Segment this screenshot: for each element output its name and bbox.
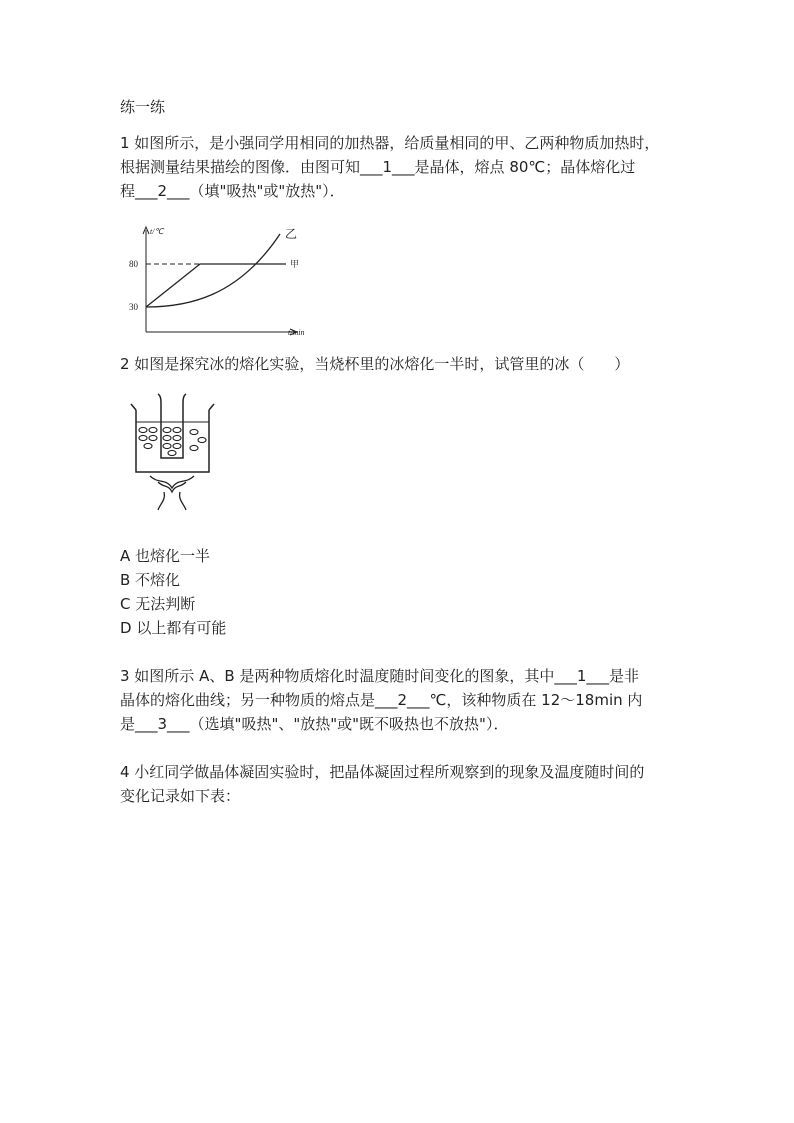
q1-line-3: 程___2___（填"吸热"或"放热"）． [120, 182, 345, 200]
question-2 [120, 352, 680, 376]
figure-melting-graph [128, 222, 318, 338]
curve-yi [146, 234, 280, 307]
section-heading: 练一练 [120, 98, 166, 116]
beaker-lip-right [209, 404, 214, 410]
figure-beaker-apparatus [128, 392, 228, 512]
q1-line-2: 根据测量结果描绘的图像．由图可知___1___是晶体，熔点 80℃；晶体熔化过 [120, 158, 636, 176]
q2-stem: 2 如图是探究冰的熔化实验，当烧杯里的冰熔化一半时，试管里的冰（ ） [120, 355, 630, 373]
q4-line-1: 4 小红同学做晶体凝固实验时，把晶体凝固过程所观察到的现象及温度随时间的 [120, 763, 645, 781]
beaker-lip-left [131, 404, 136, 410]
option-a: A 也熔化一半 [120, 547, 211, 565]
q3-line-3: 是___3___（选填"吸热"、"放热"或"既不吸热也不放热"）． [120, 715, 509, 733]
label-yi: 乙 [285, 227, 298, 241]
flame-icon [150, 476, 194, 510]
option-c: C 无法判断 [120, 595, 196, 613]
q3-line-1: 3 如图所示 A、B 是两种物质熔化时温度随时间变化的图象，其中___1___是非 [120, 667, 639, 685]
q1-line-1: 1 如图所示，是小强同学用相同的加热器，给质量相同的甲、乙两种物质加热时， [120, 134, 660, 152]
question-1 [120, 131, 680, 203]
tick-30: 30 [129, 302, 138, 312]
question-4 [120, 760, 680, 808]
q3-line-2: 晶体的熔化曲线；另一种物质的熔点是___2___℃，该种物质在 12～18min 内 [120, 691, 643, 709]
y-axis-label: t/℃ [150, 227, 164, 236]
q4-line-2: 变化记录如下表： [120, 787, 241, 805]
test-tube [158, 394, 186, 458]
worksheet [120, 95, 680, 203]
x-axis-label: t/min [288, 328, 305, 337]
label-jia: 甲 [290, 260, 300, 270]
q2-options [120, 544, 680, 640]
curve-jia [146, 264, 286, 307]
option-d: D 以上都有可能 [120, 619, 227, 637]
option-b: B 不熔化 [120, 571, 181, 589]
question-3 [120, 664, 680, 736]
tick-80: 80 [129, 259, 138, 269]
ice-pieces [139, 427, 206, 455]
